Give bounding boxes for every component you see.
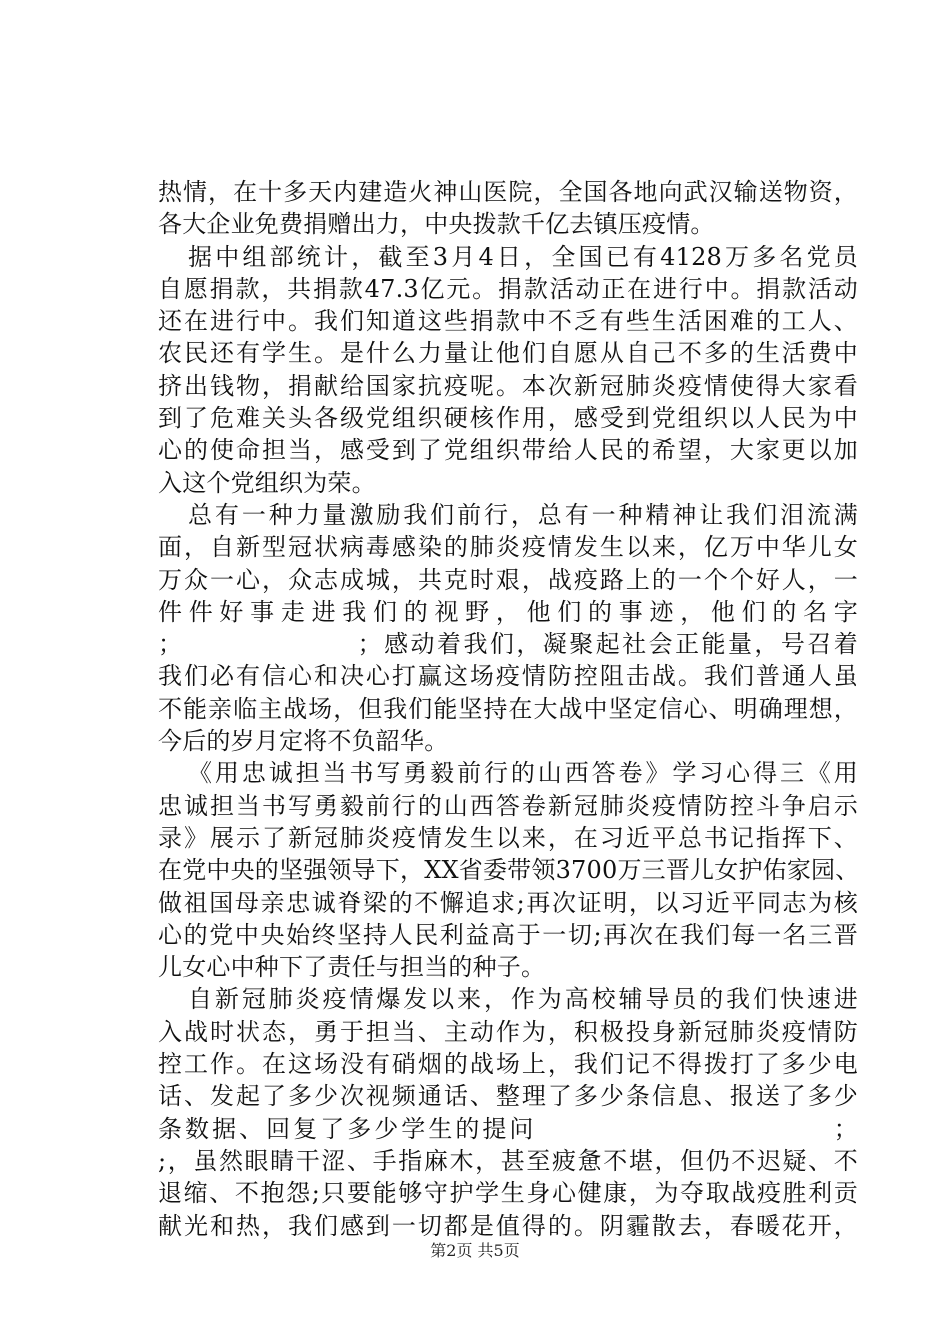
text-line: 今后的岁月定将不负韶华。 [158, 727, 449, 756]
text-line: 总有一种力量激励我们前行，总有一种精神让我们泪流满 [188, 500, 858, 529]
text-line: 在党中央的坚强领导下，XX省委带领3700万三晋儿女护佑家园、 [158, 856, 860, 885]
page-footer: 第2页 共5页 [430, 1241, 520, 1260]
text-line: 万众一心，众志成城，共克时艰，战疫路上的一个个好人，一 [158, 565, 858, 594]
text-line: 条数据、回复了多少学生的提问 ； [158, 1114, 858, 1143]
text-line: ;，虽然眼睛干涩、手指麻木，甚至疲惫不堪，但仍不迟疑、不 [158, 1146, 858, 1175]
text-line: 退缩、不抱怨;只要能够守护学生身心健康，为夺取战疫胜利贡 [158, 1179, 858, 1208]
text-line: 农民还有学生。是什么力量让他们自愿从自己不多的生活费中 [158, 339, 858, 368]
text-line: 入战时状态，勇于担当、主动作为，积极投身新冠肺炎疫情防 [158, 1017, 858, 1046]
text-line: 录》展示了新冠肺炎疫情发生以来，在习近平总书记指挥下、 [158, 823, 858, 852]
text-line: ； ；感动着我们，凝聚起社会正能量，号召着 [158, 630, 858, 659]
text-line: 据中组部统计，截至3月4日，全国已有4128万多名党员 [188, 242, 858, 271]
text-line: 面，自新型冠状病毒感染的肺炎疫情发生以来，亿万中华儿女 [158, 533, 858, 562]
text-line: 心的使命担当，感受到了党组织带给人民的希望，大家更以加 [158, 436, 858, 465]
text-line: 话、发起了多少次视频通话、整理了多少条信息、报送了多少 [158, 1082, 858, 1111]
text-line: 《用忠诚担当书写勇毅前行的山西答卷》学习心得三《用 [188, 759, 858, 788]
text-line: 控工作。在这场没有硝烟的战场上，我们记不得拨打了多少电 [158, 1050, 858, 1079]
body-text [158, 176, 858, 1242]
text-line: 忠诚担当书写勇毅前行的山西答卷新冠肺炎疫情防控斗争启示 [158, 791, 858, 820]
text-line: 不能亲临主战场，但我们能坚持在大战中坚定信心、明确理想， [158, 694, 858, 723]
text-line: 还在进行中。我们知道这些捐款中不乏有些生活困难的工人、 [158, 307, 858, 336]
text-line: 件件好事走进我们的视野，他们的事迹，他们的名字 [158, 597, 858, 626]
text-line: 自愿捐款，共捐款47.3亿元。捐款活动正在进行中。捐款活动 [158, 274, 858, 303]
text-line: 各大企业免费捐赠出力，中央拨款千亿去镇压疫情。 [158, 210, 715, 239]
text-line: 心的党中央始终坚持人民利益高于一切;再次在我们每一名三晋 [158, 920, 858, 949]
text-line: 做祖国母亲忠诚脊梁的不懈追求;再次证明，以习近平同志为核 [158, 888, 858, 917]
text-line: 自新冠肺炎疫情爆发以来，作为高校辅导员的我们快速进 [188, 985, 858, 1014]
text-line: 热情，在十多天内建造火神山医院，全国各地向武汉输送物资， [158, 178, 858, 206]
text-line: 入这个党组织为荣。 [158, 468, 376, 497]
text-line: 儿女心中种下了责任与担当的种子。 [158, 953, 546, 982]
text-line: 到了危难关头各级党组织硬核作用，感受到党组织以人民为中 [158, 404, 858, 433]
text-line: 我们必有信心和决心打赢这场疫情防控阻击战。我们普通人虽 [158, 662, 858, 691]
text-line: 挤出钱物，捐献给国家抗疫呢。本次新冠肺炎疫情使得大家看 [158, 371, 858, 400]
text-line: 献光和热，我们感到一切都是值得的。阴霾散去，春暖花开， [158, 1211, 858, 1240]
